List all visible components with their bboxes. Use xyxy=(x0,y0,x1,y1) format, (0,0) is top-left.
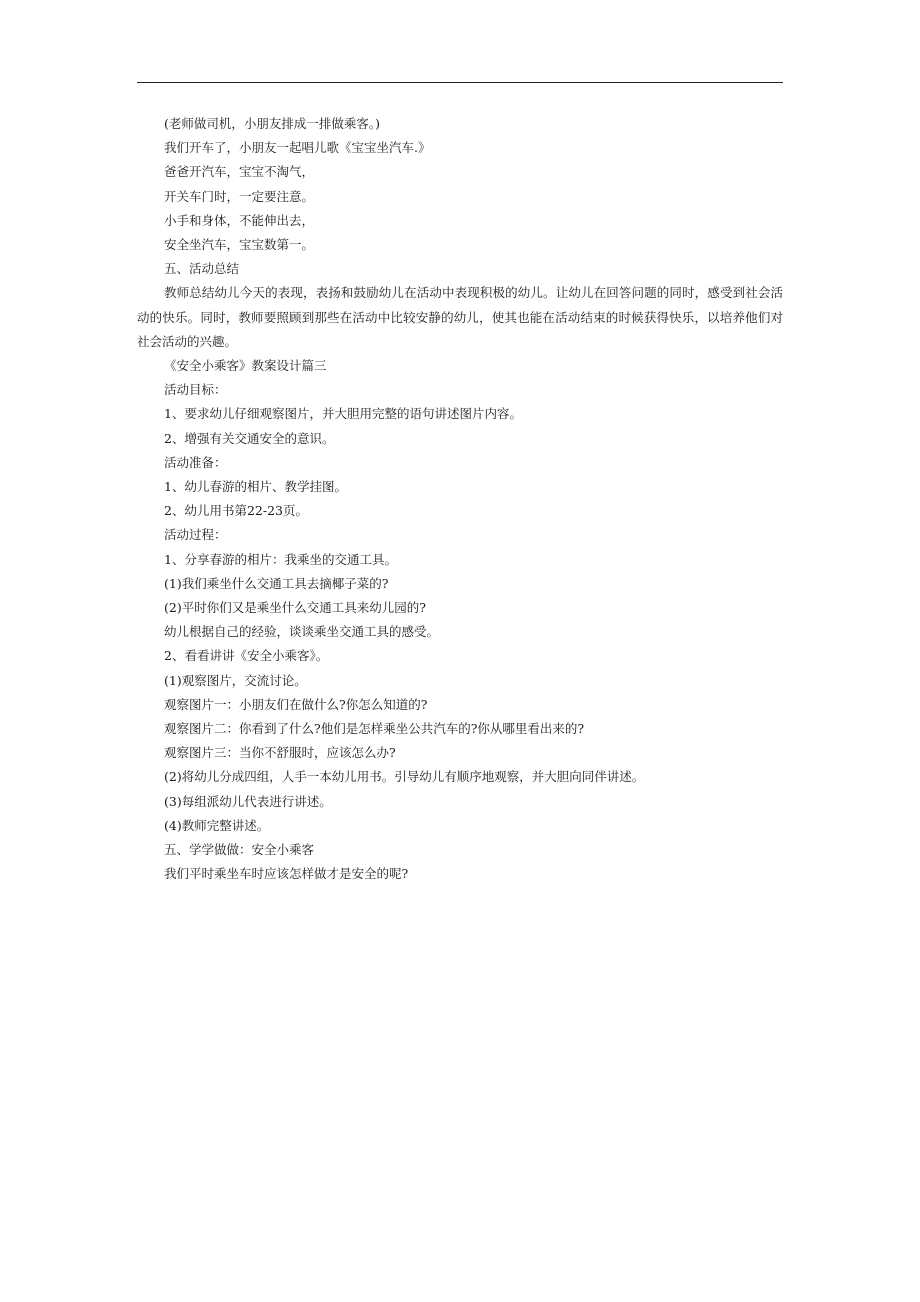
text-line: 2、幼儿用书第22-23页。 xyxy=(164,503,308,519)
text-line: 我们开车了，小朋友一起唱儿歌《宝宝坐汽车.》 xyxy=(164,140,431,156)
text-line: (3)每组派幼儿代表进行讲述。 xyxy=(164,793,332,809)
text-line: (1)观察图片，交流讨论。 xyxy=(164,672,307,688)
section-heading: 五、活动总结 xyxy=(164,261,240,277)
document-body xyxy=(137,112,783,887)
text-line: (老师做司机，小朋友排成一排做乘客。) xyxy=(164,116,381,131)
text-line: (2)将幼儿分成四组，人手一本幼儿用书。引导幼儿有顺序地观察，并大胆向同伴讲述。 xyxy=(164,769,645,785)
text-line: 2、看看讲讲《安全小乘客》。 xyxy=(164,648,329,664)
section-heading: 活动过程： xyxy=(164,527,227,543)
text-line: 我们平时乘坐车时应该怎样做才是安全的呢? xyxy=(164,866,409,882)
text-line: 2、增强有关交通安全的意识。 xyxy=(164,430,335,446)
text-line: (2)平时你们又是乘坐什么交通工具来幼儿园的? xyxy=(164,600,426,616)
section-heading: 五、学学做做：安全小乘客 xyxy=(164,842,315,858)
text-line: (4)教师完整讲述。 xyxy=(164,817,270,833)
text-line: 安全坐汽车，宝宝数第一。 xyxy=(164,237,315,253)
section-heading: 活动目标： xyxy=(164,382,227,398)
text-line: 1、幼儿春游的相片、教学挂图。 xyxy=(164,479,347,495)
text-line: 观察图片一：小朋友们在做什么?你怎么知道的? xyxy=(164,696,428,712)
text-line: 幼儿根据自己的经验，谈谈乘坐交通工具的感受。 xyxy=(164,624,440,640)
text-line: 开关车门时，一定要注意。 xyxy=(164,188,315,204)
text-line: (1)我们乘坐什么交通工具去摘椰子菜的? xyxy=(164,575,389,591)
summary-paragraph: 教师总结幼儿今天的表现，表扬和鼓励幼儿在活动中表现积极的幼儿。让幼儿在回答问题的同时，感受到社会活动的快乐。同时，教师要照顾到那些在活动中比较安静的幼儿，使其也能在活动结束的时候获得快乐，以培养他们对社会活动的兴趣。 xyxy=(137,285,783,349)
text-line: 观察图片二：你看到了什么?他们是怎样乘坐公共汽车的?你从哪里看出来的? xyxy=(164,721,585,737)
text-line: 小手和身体，不能伸出去， xyxy=(164,212,315,228)
text-line: 观察图片三：当你不舒服时，应该怎么办? xyxy=(164,745,396,761)
section-heading: 活动准备： xyxy=(164,454,227,470)
text-line: 爸爸开汽车，宝宝不淘气， xyxy=(164,164,315,180)
text-line: 1、要求幼儿仔细观察图片，并大胆用完整的语句讲述图片内容。 xyxy=(164,406,522,422)
text-line: 1、分享春游的相片：我乘坐的交通工具。 xyxy=(164,551,397,567)
header-rule xyxy=(137,82,783,83)
section-title: 《安全小乘客》教案设计篇三 xyxy=(164,358,327,374)
